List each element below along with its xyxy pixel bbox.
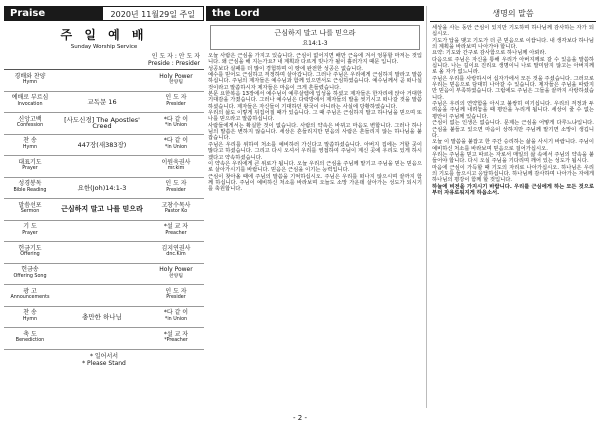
order-row (4, 221, 204, 243)
order-item-leader: *다 같 이 *in Union (163, 115, 189, 129)
order-row (4, 113, 204, 135)
order-item-leader: 이원욱권사 mr.kim (161, 158, 191, 172)
order-item-content: 요한(Joh)14:1-3 (77, 183, 127, 192)
presider-ko: 인 도 자 : 안 도 자 (151, 53, 200, 60)
order-item-label: 찬 송 Hymn (22, 309, 38, 322)
sermon-paragraph: 본문 요한복음 13장에서 예수님이 예루살렘에 입성을 하셨고 제자들은 한자리에 앉아 거대한 기대감을 가졌습니다. 그러나 예수님은 다락방에서 제자들의 발을 씻기시고 떠나갈 것을 말씀하셨습니다. 제자들은 자신들이 기대하던 왕국이 아니라는 사실에 당황하였습니다. (208, 91, 422, 110)
order-row (4, 307, 204, 329)
order-item-label: 찬 송 Hymn (22, 137, 38, 150)
closing-prayer: 하늘에 비전을 가지시기 바랍니다. 우리를 근심에게 하는 모든 것으로부터 자유로워지게 하옵소서. (432, 183, 594, 196)
the-lord-banner (206, 6, 424, 21)
word-paragraph: 요약: 기도와 간구로 감사함으로 하나님께 아뢰라. (432, 50, 547, 57)
presider-line (4, 53, 200, 67)
service-title: 주 일 예 배 (60, 28, 148, 42)
order-item-label: 성경봉독 Bible Reading (13, 180, 47, 193)
presider-en: Preside : Presider (148, 60, 200, 67)
order-item-label: 광 고 Announcements (10, 287, 50, 301)
word-paragraph: 마음에 근심이 가득할 때 기도의 자리로 나아가십시오. 하나님은 우리의 기도를 들으시고 응답하십니다. 하나님께 감사하며 나아가는 자에게 하나님의 평강이 함께 할 것입니다. (432, 164, 594, 184)
order-row (4, 199, 204, 221)
order-row (4, 70, 204, 92)
stand-note (4, 353, 204, 367)
page-number: - 2 - (293, 414, 307, 422)
order-item-leader: 김지연권사 dnc.Kim (161, 244, 191, 258)
order-item-label: 경배와 찬양 Hymn (14, 72, 46, 86)
sermon-paragraph: 근심이 찾아올 때에 주님의 말씀을 기억하십시오. 주님은 우리를 떠나지 않으시며 끝까지 함께 하십니다. 주님이 예비하신 처소를 바라보며 오늘도 소망 가운데 살아가는 성도가 되시기를 축원합니다. (208, 173, 422, 193)
order-item-content: 447장(새383장) (77, 140, 127, 149)
order-item-leader: Holy Power 찬양팀 (159, 266, 193, 279)
praise-banner-label: Praise (10, 8, 46, 19)
order-item-label: 예배로 부르심 Invocation (11, 94, 49, 107)
order-item-label: 헌금기도 Offering (18, 244, 42, 258)
worship-order-list (4, 69, 204, 350)
word-of-life-banner (430, 6, 596, 22)
order-item-label: 대표기도 Prayer (18, 158, 42, 172)
word-paragraph: 세상을 사는 동안 근심이 있지만 기도하며 하나님께 감사하는 자가 되십시오. (432, 25, 594, 38)
sermon-body (208, 53, 422, 193)
order-row (4, 242, 204, 264)
word-paragraph: 근심이 없는 인생은 없습니다. 문제는 근심을 어떻게 다루느냐입니다. 근심을 붙들고 있으면 마음이 상하지만 주님께 맡기면 소망이 생깁니다. (432, 120, 594, 139)
service-subtitle: Sunday Worship Service (70, 44, 138, 50)
order-item-leader: *다 같 이 *in Union (163, 137, 189, 150)
stand-note-ko: * 일어서서 (89, 352, 119, 360)
sermon-reference: 요14:1-3 (302, 40, 328, 47)
sermon-paragraph: 이 약속은 우리에게 큰 위로가 됩니다. 오늘 우리의 근심을 주님께 맡기고 주님을 믿는 믿음으로 살아가시기를 바랍니다. 믿음은 근심을 이기는 능력입니다. (208, 160, 422, 174)
order-row (4, 178, 204, 200)
order-item-label: 신앙고백 Confession (16, 115, 44, 129)
word-paragraph: 우리는 주님을 믿고 따르는 자로서 매일의 삶 속에서 주님의 약속을 붙들어야 합니다. 다시 오실 주님을 기다리며 깨어 있는 성도가 됩시다. (432, 151, 594, 165)
sermon-paragraph: 성공보다 실패를 더 많이 경험하며 이 땅에 완전한 성공은 없습니다. (208, 65, 363, 72)
word-paragraph: 주님은 우리를 사랑하시어 십자가에서 모든 것을 주셨습니다. 그러므로 우리는 믿음으로 담대히 나아갈 수 있습니다. 제자들은 주님을 따랐지만 믿음이 부족하였습니다. 그럼에도 주님은 그들을 끝까지 사랑하셨습니다. (432, 75, 594, 101)
word-of-life-label: 생명의 말씀 (492, 9, 534, 18)
sermon-column (206, 6, 424, 408)
order-row (4, 135, 204, 157)
order-row (4, 264, 204, 286)
praise-banner (4, 6, 204, 21)
order-row (4, 328, 204, 350)
word-paragraph: 오늘 이 말씀을 붙잡고 한 주간 승리하는 삶을 사시기 바랍니다. 주님이 예비하신 처소를 바라보며 믿음으로 걸어가십시오. (432, 139, 594, 152)
order-item-leader: 인 도 자 Presider (165, 287, 187, 301)
sermon-heading (210, 25, 420, 50)
sermon-paragraph: 주님은 우리를 위하여 처소를 예비하러 가신다고 말씀하셨습니다. 아버지 집에는 거할 곳이 많다고 하셨습니다. 그리고 다시 오셔서 우리를 영접하여 주님이 계신 곳에 우리도 있게 하시겠다고 약속하셨습니다. (208, 141, 422, 161)
order-row (4, 92, 204, 114)
order-item-label: 헌금송 Offering Song (13, 266, 47, 279)
worship-order-column (4, 6, 204, 408)
order-row (4, 285, 204, 307)
order-item-label: 축 도 Benediction (15, 330, 45, 344)
the-lord-label: the Lord (212, 8, 260, 19)
sermon-paragraph: 오늘 사람은 근심을 가지고 있습니다. 근심이 없어지면 배만 근육에 겨서 엉뚱할 마저는 것입니다. 왜 근심을 해 지는가요? 내 계획과 다르게 빗나가 될이 흘러가지 때문 입니다. (208, 53, 422, 66)
sermon-paragraph: 예수를 믿어도 근심하고 걱정하며 살아갑니다. 그러나 주님은 우리에게 근심하지 말라고 말씀하십니다. 주님의 제자들은 예수님과 함께 있으면서도 근심하였습니다. 예수님께서 곧 떠나실 것이라고 말씀하시자 제자들은 마음이 크게 흔들렸습니다. (208, 72, 422, 91)
service-date: 2020년 11월29일 주일 (102, 6, 204, 21)
order-item-content: 근심하지 말고 나를 믿으라 (61, 205, 143, 213)
order-item-leader: *설 교 자 Preacher (163, 223, 189, 236)
word-paragraph: 주님은 우리의 연약함을 아시고 불쌍히 여기십니다. 우리의 걱정과 두려움을 주님께 내려놓을 때 평안을 누리게 됩니다. 세상이 줄 수 없는 평안이 주님께 있습니다. (432, 101, 594, 120)
word-paragraph: 기도가 답을 맺고 기도가 더 큰 믿음으로 이끕니다. 내 생각보다 하나님의 계획을 바라보며 나아가야 합니다. (432, 37, 594, 51)
order-item-content: 교독문 16 (87, 97, 117, 106)
sermon-title: 근심하지 말고 나를 믿으라 (274, 29, 356, 37)
word-of-life-column (430, 6, 596, 408)
order-item-content: 충만한 하나님 (82, 312, 122, 321)
order-item-leader: *설 교 자 *Preacher (163, 330, 189, 344)
order-item-leader: 고창수목사 Pastor Ko (161, 201, 191, 215)
order-item-content: [사도신경] The Apostles' Creed (64, 115, 140, 131)
order-item-label: 말씀선포 Sermon (18, 201, 42, 215)
stand-note-en: * Please Stand (82, 359, 126, 367)
order-item-label: 기 도 Prayer (22, 223, 38, 236)
sermon-paragraph: 우리의 삶도 이렇게 뒤집어질 때가 있습니다. 그 때 주님은 근심하지 말고 하나님을 믿으며 또 나를 믿으라고 말씀하십니다. (208, 110, 422, 123)
sermon-paragraph: 사람들에게서는 확실한 것이 없습니다. 사람의 약속은 바뀌고 마음도 변합니다. 그러나 하나님의 말씀은 변하지 않습니다. 세상은 흔들리지만 믿음의 사람은 흔들리지 않는 하나님을 붙잡습니다. (208, 122, 422, 142)
word-paragraph: 다음으로 주님은 자신을 통해 우리가 아버지께로 갈 수 있음을 말씀하십니다. 나는 길이요 진리요 생명이니 나로 말미암지 않고는 아버지께로 올 자가 없느니라. (432, 56, 594, 76)
order-item-leader: 인 도 자 Presider (165, 94, 187, 107)
order-row (4, 156, 204, 178)
column-divider (426, 6, 427, 408)
order-item-leader: *다 같 이 *in Union (163, 309, 189, 322)
order-item-leader: Holy Power 찬양팀 (159, 72, 193, 86)
order-item-leader: 인 도 자 Presider (165, 180, 187, 193)
word-of-life-body (432, 25, 594, 196)
